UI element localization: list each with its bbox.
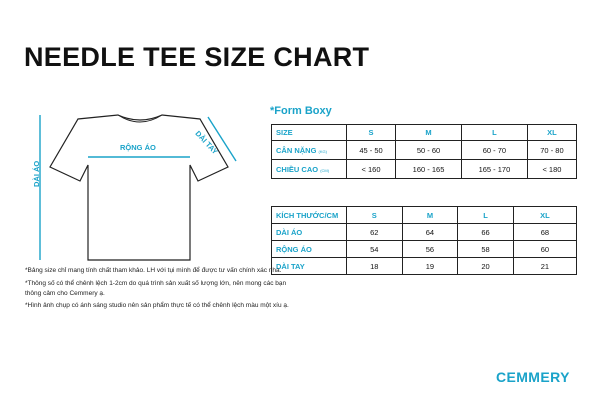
table-row [272, 241, 577, 258]
size-weight-height-table [271, 124, 577, 179]
label-dai-tay: DÀI TAY [193, 129, 220, 157]
form-title: *Form Boxy [270, 105, 332, 117]
table-cell: 64 [402, 224, 458, 241]
note-item: *Hình ảnh chụp có ánh sáng studio nên sản phẩm thực tế có thể chênh lệch màu một xíu ạ. [25, 302, 289, 310]
header-cell: L [461, 125, 527, 141]
header-cell: SIZE [272, 125, 347, 141]
note-item: *Thông số có thể chênh lệch 1-2cm do quá trình sản xuất số lượng lớn, nên mong các bạn thông cảm cho Cemmery ạ. [25, 279, 287, 297]
table-cell: 62 [347, 224, 403, 241]
table-cell: 20 [458, 258, 514, 275]
table-cell: 165 - 170 [461, 160, 527, 179]
header-cell: S [347, 125, 396, 141]
table-cell: 60 - 70 [461, 141, 527, 160]
row-label-rong-ao: RỘNG ÁO [272, 241, 347, 258]
table-cell: < 160 [347, 160, 396, 179]
table-cell: 45 - 50 [347, 141, 396, 160]
table-header-row [272, 125, 577, 141]
table-cell: < 180 [527, 160, 576, 179]
tshirt-outline-icon [30, 95, 250, 265]
table-cell: 56 [402, 241, 458, 258]
table-row [272, 258, 577, 275]
header-cell: L [458, 207, 514, 224]
header-cell: M [396, 125, 462, 141]
header-cell: XL [527, 125, 576, 141]
header-cell: KÍCH THƯỚC/CM [272, 207, 347, 224]
table-cell: 21 [513, 258, 576, 275]
table-row [272, 141, 577, 160]
table-header-row [272, 207, 577, 224]
row-label-chieu-cao: CHIỀU CAO (CM) [272, 160, 347, 179]
brand-logo: CEMMERY [496, 369, 570, 385]
label-rong-ao: RỘNG ÁO [120, 143, 156, 152]
table-cell: 160 - 165 [396, 160, 462, 179]
table-cell: 70 - 80 [527, 141, 576, 160]
table-cell: 68 [513, 224, 576, 241]
row-label-dai-tay: DÀI TAY [272, 258, 347, 275]
table-row [272, 160, 577, 179]
row-label-can-nang: CÂN NẶNG (KG) [272, 141, 347, 160]
page-title: NEEDLE TEE SIZE CHART [24, 42, 370, 72]
header-cell: XL [513, 207, 576, 224]
table-cell: 18 [347, 258, 403, 275]
label-dai-ao: DÀI ÁO [32, 160, 41, 187]
table-cell: 66 [458, 224, 514, 241]
table-cell: 50 - 60 [396, 141, 462, 160]
tshirt-diagram [30, 95, 250, 265]
header-cell: M [402, 207, 458, 224]
table-cell: 54 [347, 241, 403, 258]
table-cell: 19 [402, 258, 458, 275]
header-cell: S [347, 207, 403, 224]
table-cell: 58 [458, 241, 514, 258]
note-item: *Bảng size chỉ mang tính chất tham khảo. LH với tụi mình để được tư vấn chính xác nha. [25, 267, 282, 274]
row-label-dai-ao: DÀI ÁO [272, 224, 347, 241]
notes-section [25, 266, 295, 314]
measurements-table [271, 206, 577, 275]
table-row [272, 224, 577, 241]
table-cell: 60 [513, 241, 576, 258]
